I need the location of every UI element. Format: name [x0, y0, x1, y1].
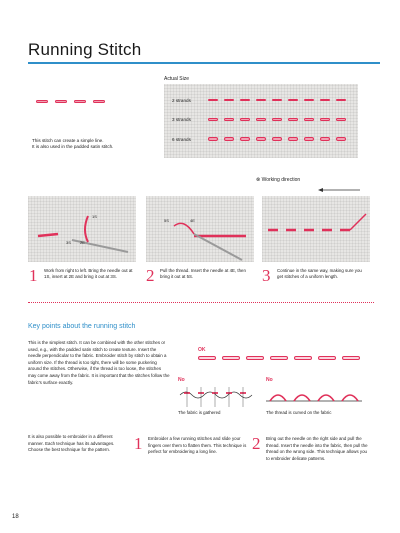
title-rule — [28, 62, 380, 64]
actual-size-label: Actual Size — [164, 76, 190, 82]
step-1-label-3s: 3S — [66, 240, 71, 245]
intro-line-1: This stitch can create a simple line. — [32, 138, 104, 143]
no-caption-1: The fabric is gathered — [178, 410, 221, 415]
page-number: 18 — [12, 514, 19, 520]
working-direction — [256, 177, 300, 183]
sample-stitch — [55, 100, 67, 103]
key-points-heading: Key points about the running stitch — [28, 323, 136, 330]
step-1-photo — [28, 196, 136, 262]
sample-stitch — [93, 100, 105, 103]
step-3-photo — [262, 196, 370, 262]
intro-text — [32, 138, 172, 150]
arrow-left-icon — [318, 179, 360, 183]
tip-2-number: 2 — [252, 434, 261, 453]
key-points-body: This is the simplest stitch. It can be combined with the other stitches or used, e.g., with the padded satin stitch to create texture. Insert the needle perpendicular to the fabric. Embroider stitch by stitch to obtain a uniform size. If the thread is too tight, there will be some puckering around the stitches. Otherwise, if the thread is too loose, the stitches may come away from the fabric. It is important that the stitches follow the fabric's surface exactly. — [28, 340, 170, 385]
step-3-number: 3 — [262, 266, 271, 285]
no-diagram-curved — [266, 385, 362, 409]
direction-marker-icon: ⊗ — [256, 177, 262, 183]
ok-diagram — [198, 355, 368, 363]
tip-2-text: Bring out the needle on the right side and pull the thread. Insert the needle into the fabric, then pull the thread on the wrong side. This technique allows you to embroider delicate patterns. — [266, 436, 368, 461]
sample-stitch — [36, 100, 48, 103]
section-divider — [28, 302, 374, 303]
strands-label-3: 3 strands — [172, 117, 191, 122]
step-3-text: Continue in the same way, making sure you get stitches of a uniform length. — [277, 268, 362, 279]
step-1-label-1s: 1S — [92, 214, 97, 219]
no-diagram-gathered — [178, 385, 258, 409]
step-1-text: Work from right to left. Bring the needle out at 1S, insert at 2E and bring it out at 3S. — [44, 268, 133, 279]
step-1-number: 1 — [29, 266, 38, 285]
intro-line-2: It is also used in the padded satin stitch. — [32, 144, 114, 150]
tip-1-number: 1 — [134, 434, 143, 453]
row-3-strands — [208, 118, 354, 121]
step-2-text: Pull the thread. Insert the needle at 4E, then bring it out at 5S. — [160, 268, 246, 279]
step-2-label-5s: 5S — [164, 218, 169, 223]
strands-label-2: 2 strands — [172, 98, 191, 103]
row-2-strands — [208, 99, 354, 102]
alternative-technique-text: It is also possible to embroider in a different manner. Each technique has its advantages. Choose the best technique for the pattern. — [28, 434, 115, 453]
ok-label: OK — [198, 347, 206, 353]
step-2-label-4e: 4E — [190, 218, 195, 223]
page-title: Running Stitch — [28, 40, 142, 59]
strands-label-6: 6 strands — [172, 137, 191, 142]
actual-size-fabric — [164, 84, 358, 158]
row-6-strands — [208, 137, 354, 141]
working-direction-label: Working direction — [261, 177, 301, 183]
tip-1-text: Embroider a few running stitches and slide your fingers over them to flatten them. This technique is perfect for embroidering a long line. — [148, 436, 247, 455]
step-2-photo — [146, 196, 254, 262]
no-caption-2: The thread is curved on the fabric — [266, 410, 332, 415]
sample-stitch — [74, 100, 86, 103]
no-label-1: No — [178, 377, 185, 383]
step-1-label-2e: 2E — [80, 240, 85, 245]
sample-stitch-diagram — [36, 98, 106, 106]
step-2-number: 2 — [146, 266, 155, 285]
no-label-2: No — [266, 377, 273, 383]
